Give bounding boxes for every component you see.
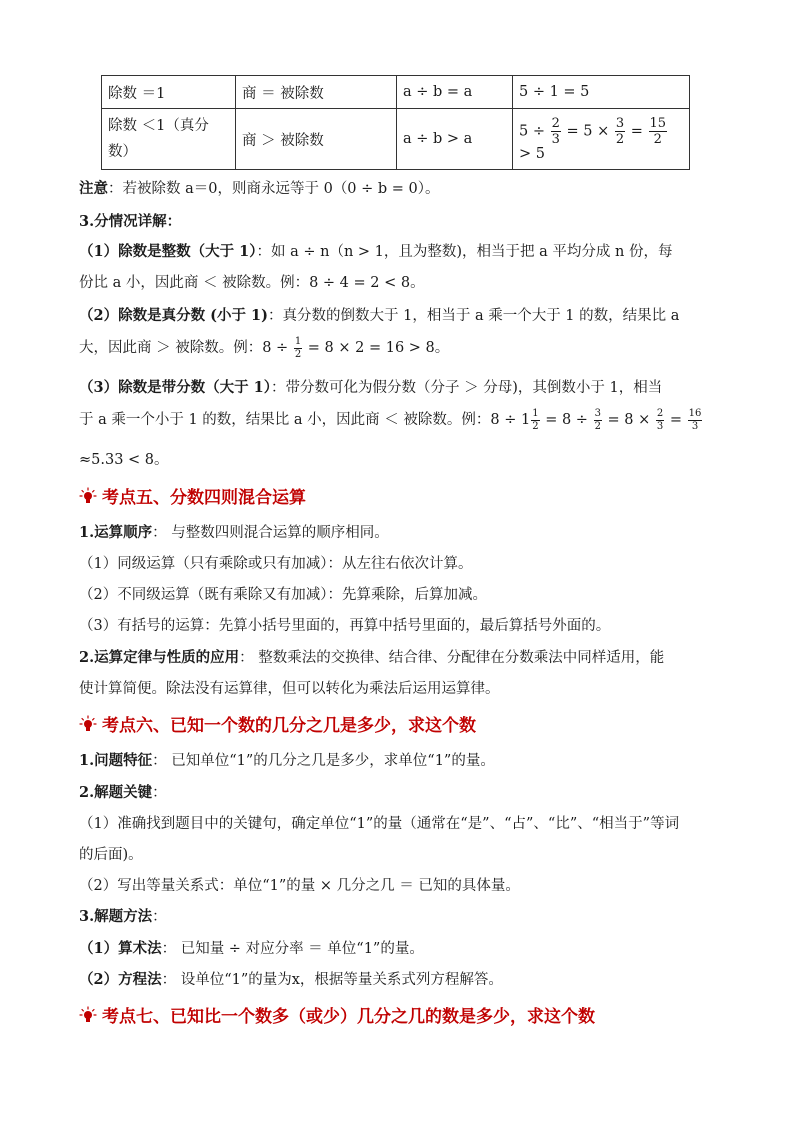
cell-text: 除数 ＜1（真分 xyxy=(108,118,209,134)
case3-line1 xyxy=(79,376,719,397)
section-heading-7 xyxy=(79,1002,595,1027)
h6-paragraph: （1）准确找到题目中的关键句，确定单位“1”的量（通常在“是”、“占”、“比”、“相当于”等词 xyxy=(79,816,680,832)
numerator: 1 xyxy=(294,335,302,347)
h5-paragraph: （3）有括号的运算：先算小括号里面的，再算中括号里面的，最后算括号外面的。 xyxy=(79,618,611,634)
h5-paragraph: （1）同级运算（只有乘除或只有加减）：从左往右依次计算。 xyxy=(79,556,473,572)
numerator: 2 xyxy=(551,115,560,131)
para-text: ： 已知单位“1”的几分之几是多少，求单位“1”的量。 xyxy=(152,753,495,769)
section-heading-6 xyxy=(79,711,476,736)
table-cell: 商 ＝ 被除数 xyxy=(236,76,397,109)
divisor-comparison-table xyxy=(101,75,690,170)
math-text: 5 ÷ xyxy=(519,123,545,139)
denominator: 2 xyxy=(615,131,625,147)
lightbulb-icon xyxy=(79,487,97,505)
fraction xyxy=(531,409,539,432)
table-cell xyxy=(102,109,236,170)
numerator: 15 xyxy=(649,115,667,131)
case-text: = xyxy=(669,412,683,428)
denominator: 2 xyxy=(532,420,539,432)
denominator: 2 xyxy=(653,131,662,147)
heading-text: 考点七、已知比一个数多（或少）几分之几的数是多少，求这个数 xyxy=(102,1007,595,1027)
math-text: = xyxy=(630,123,643,139)
case-label: （2）除数是真分数 (小于 1) xyxy=(79,307,268,324)
table-row xyxy=(102,76,690,109)
table-cell xyxy=(513,109,690,170)
case-text: = 8 ÷ xyxy=(545,412,588,428)
h5-paragraph xyxy=(79,646,719,667)
case2-line1 xyxy=(79,304,719,325)
para-text: ： 与整数四则混合运算的顺序相同。 xyxy=(152,525,389,541)
cell-text: 数） xyxy=(108,144,137,160)
para-text: ： xyxy=(152,785,167,801)
section-title: 3.分情况详解： xyxy=(79,213,182,230)
para-text: ： 设单位“1”的量为x，根据等量关系式列方程解答。 xyxy=(161,972,503,988)
para-label: （1）算术法 xyxy=(79,940,162,957)
case-text: ：真分数的倒数大于 1，相当于 a 乘一个大于 1 的数，结果比 a xyxy=(268,308,680,324)
para-label: 3.解题方法 xyxy=(79,908,153,925)
para-label: 1.运算顺序 xyxy=(79,524,153,541)
case-text: 大，因此商 ＞ 被除数。例：8 ÷ xyxy=(79,340,289,356)
heading-text: 考点六、已知一个数的几分之几是多少，求这个数 xyxy=(102,716,476,736)
para-label: 2.运算定律与性质的应用 xyxy=(79,649,240,666)
h6-paragraph xyxy=(79,937,719,958)
heading-text: 考点五、分数四则混合运算 xyxy=(102,488,306,508)
para-text: ： 已知量 ÷ 对应分率 ＝ 单位“1”的量。 xyxy=(161,941,424,957)
math-text: = 5 × xyxy=(566,123,610,139)
h5-paragraph xyxy=(79,521,719,542)
lightbulb-icon xyxy=(79,715,97,733)
section-heading-5 xyxy=(79,483,306,508)
denominator: 3 xyxy=(656,420,664,432)
table-cell: 商 ＞ 被除数 xyxy=(236,109,397,170)
math-text: > 5 xyxy=(519,145,545,162)
note-paragraph xyxy=(79,177,719,198)
denominator: 3 xyxy=(551,131,560,147)
fraction xyxy=(594,409,602,432)
case-label: （1）除数是整数（大于 1） xyxy=(79,243,257,260)
fraction xyxy=(688,409,703,432)
para-text: ： xyxy=(152,909,167,925)
lightbulb-icon xyxy=(79,1006,97,1024)
note-text: ：若被除数 a＝0，则商永远等于 0（0 ÷ b = 0）。 xyxy=(108,181,440,197)
para-text: ： 整数乘法的交换律、结合律、分配律在分数乘法中同样适用，能 xyxy=(239,650,665,666)
fraction xyxy=(294,337,302,360)
denominator: 3 xyxy=(691,420,699,432)
case3-line3: ≈5.33 < 8。 xyxy=(79,452,169,468)
case1-line1 xyxy=(79,240,719,261)
table-cell: 除数 ＝1 xyxy=(102,76,236,109)
fraction xyxy=(649,117,668,146)
case-text: 于 a 乘一个小于 1 的数，结果比 a 小，因此商 ＜ 被除数。例：8 ÷ 1 xyxy=(79,412,531,428)
para-label: 2.解题关键 xyxy=(79,784,153,801)
h6-paragraph xyxy=(79,968,719,989)
case1-line2: 份比 a 小，因此商 ＜ 被除数。例：8 ÷ 4 = 2 < 8。 xyxy=(79,275,425,291)
denominator: 2 xyxy=(594,420,601,432)
case-label: （3）除数是带分数（大于 1） xyxy=(79,379,271,396)
para-label: 1.问题特征 xyxy=(79,752,153,769)
h5-paragraph: （2）不同级运算（既有乘除又有加减）：先算乘除，后算加减。 xyxy=(79,587,487,603)
numerator: 16 xyxy=(688,407,702,419)
case2-line2 xyxy=(79,336,719,360)
h6-paragraph xyxy=(79,781,719,802)
numerator: 2 xyxy=(656,407,664,419)
denominator: 2 xyxy=(294,348,302,360)
table-cell: a ÷ b > a xyxy=(397,109,513,170)
fraction xyxy=(615,117,625,146)
table-row xyxy=(102,109,690,170)
fraction xyxy=(656,409,664,432)
numerator: 3 xyxy=(594,407,601,419)
table-cell: 5 ÷ 1 = 5 xyxy=(513,76,690,109)
numerator: 1 xyxy=(532,407,539,419)
h6-paragraph xyxy=(79,749,719,770)
note-label: 注意 xyxy=(79,180,108,197)
case-text: = 8 × xyxy=(607,412,651,428)
para-label: （2）方程法 xyxy=(79,971,162,988)
case-text: ：如 a ÷ n（n > 1，且为整数)，相当于把 a 平均分成 n 份，每 xyxy=(256,244,673,260)
h6-paragraph xyxy=(79,905,719,926)
fraction xyxy=(551,117,561,146)
table-cell: a ÷ b = a xyxy=(397,76,513,109)
h6-paragraph: 的后面)。 xyxy=(79,847,143,863)
h5-paragraph: 使计算简便。除法没有运算律，但可以转化为乘法后运用运算律。 xyxy=(79,681,500,697)
case-text: ：带分数可化为假分数（分子 ＞ 分母)，其倒数小于 1，相当 xyxy=(270,380,663,396)
case3-line2 xyxy=(79,408,719,432)
numerator: 3 xyxy=(615,115,625,131)
h6-paragraph: （2）写出等量关系式：单位“1”的量 × 几分之几 ＝ 已知的具体量。 xyxy=(79,878,520,894)
case-text: = 8 × 2 = 16 > 8。 xyxy=(307,340,450,356)
